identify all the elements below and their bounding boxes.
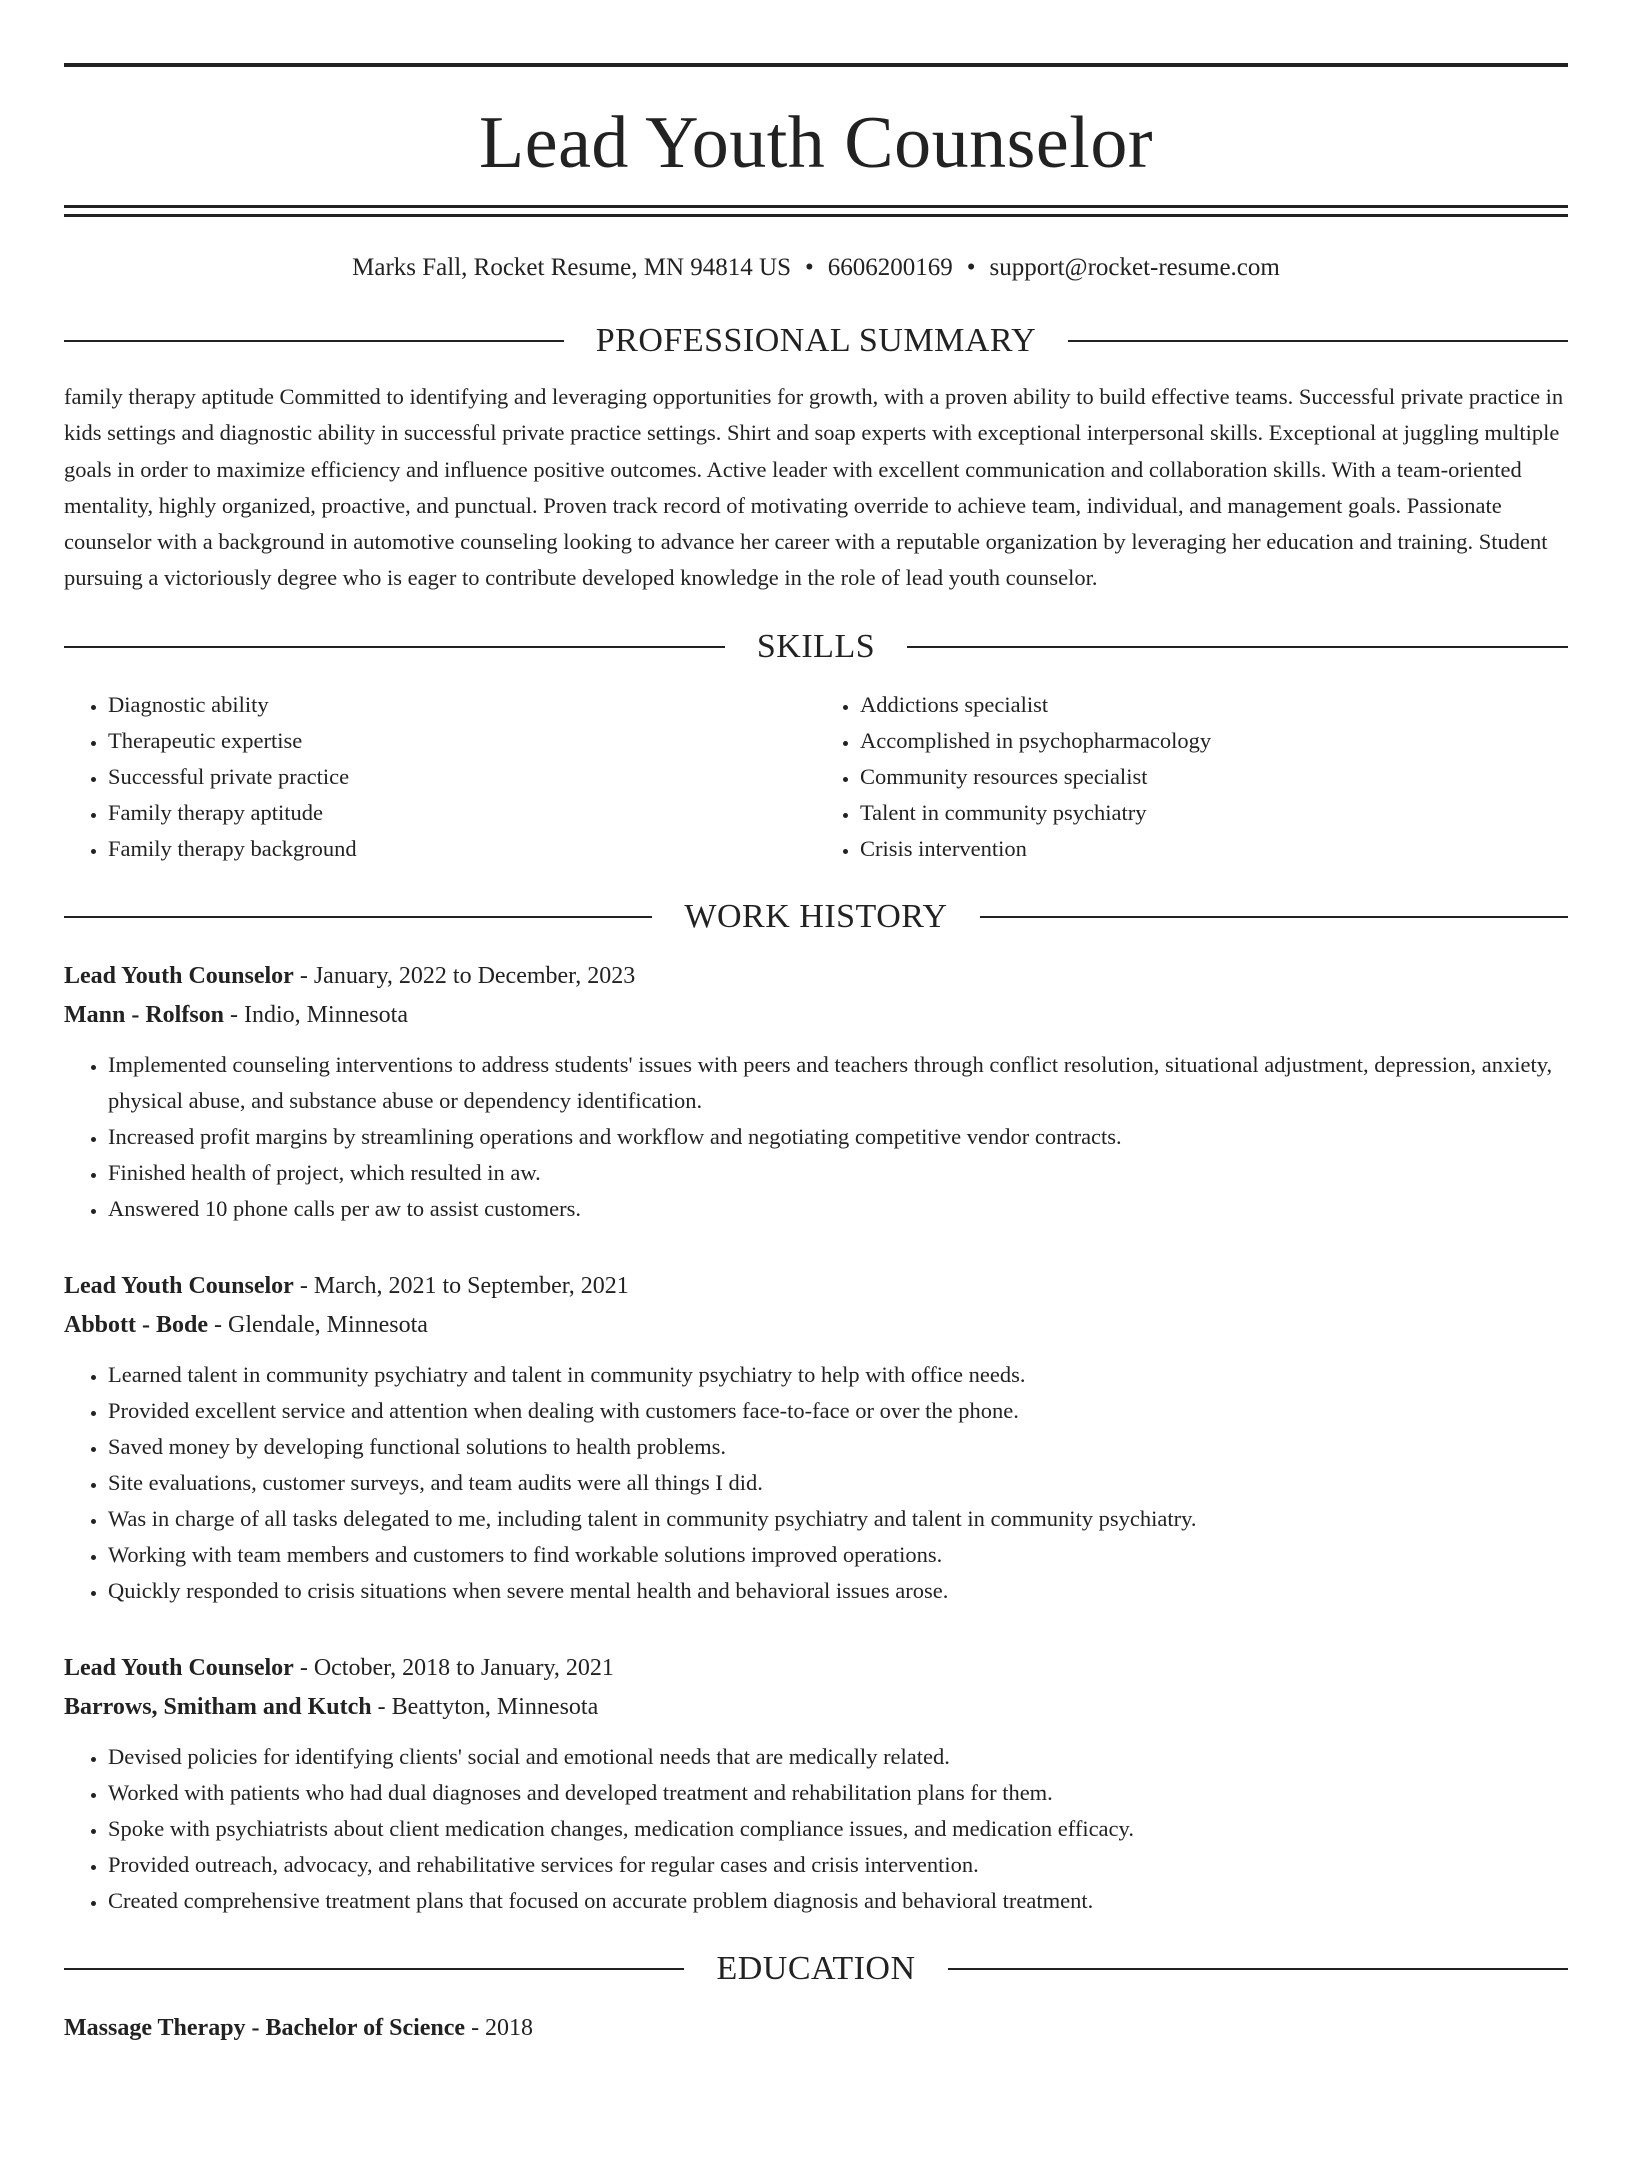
skill-item: • Successful private practice bbox=[108, 759, 816, 795]
job-bullet: • Answered 10 phone calls per aw to assist customers. bbox=[108, 1191, 1568, 1227]
job-bullet: • Implemented counseling interventions to address students' issues with peers and teachers through conflict resolution, situational adjustment, depression, anxiety, physical abuse, and substance abuse or dependency identification. bbox=[108, 1047, 1568, 1119]
header-rule-upper bbox=[64, 205, 1568, 208]
job-bullets bbox=[64, 1739, 1568, 1919]
skill-item: • Family therapy background bbox=[108, 831, 816, 867]
section-title: PROFESSIONAL SUMMARY bbox=[595, 322, 1037, 359]
job-title-line bbox=[64, 957, 1568, 996]
job-location: - Glendale, Minnesota bbox=[208, 1311, 428, 1338]
job-title: Lead Youth Counselor bbox=[64, 1654, 294, 1681]
section-header-skills bbox=[64, 627, 1568, 667]
education-entry bbox=[64, 2009, 1568, 2048]
section-header-summary bbox=[64, 321, 1568, 361]
skill-item: • Family therapy aptitude bbox=[108, 795, 816, 831]
education-degree: Massage Therapy - Bachelor of Science bbox=[64, 2014, 466, 2041]
job-bullet: • Provided excellent service and attention when dealing with customers face-to-face or over the phone. bbox=[108, 1393, 1568, 1429]
resume-name: Lead Youth Counselor bbox=[479, 102, 1153, 184]
section-header-education bbox=[64, 1949, 1568, 1989]
skill-item: • Therapeutic expertise bbox=[108, 723, 816, 759]
section-header-work bbox=[64, 897, 1568, 937]
job-company: Barrows, Smitham and Kutch bbox=[64, 1693, 372, 1720]
job-bullet: • Working with team members and customers to find workable solutions improved operations. bbox=[108, 1537, 1568, 1573]
contact-email[interactable]: support@rocket-resume.com bbox=[989, 254, 1280, 281]
contact-address: Marks Fall, Rocket Resume, MN 94814 US bbox=[352, 254, 792, 281]
resume-page bbox=[0, 63, 1632, 2175]
job-company-line bbox=[64, 1306, 1568, 1345]
job-dates: - October, 2018 to January, 2021 bbox=[293, 1654, 614, 1681]
section-title: WORK HISTORY bbox=[684, 897, 948, 935]
summary-text: family therapy aptitude Committed to identifying and leveraging opportunities for growth, with a proven ability to build effective teams. Successful private practice in kids settings and diagnostic ability in successful private practice settings. Shirt and soap experts with exceptional interpersonal skills. Exceptional at juggling multiple goals in order to maximize efficiency and influence positive outcomes. Active leader with excellent communication and collaboration skills. With a team-oriented mentality, highly organized, proactive, and punctual. Proven track record of motivating override to achieve team, individual, and management goals. Passionate counselor with a background in automotive counseling looking to advance her career with a reputable organization by leveraging her education and training. Student pursuing a victoriously degree who is eager to contribute developed knowledge in the role of lead youth counselor. bbox=[64, 384, 1564, 591]
section-rule bbox=[980, 916, 1568, 918]
job-title-line bbox=[64, 1267, 1568, 1306]
job-bullets bbox=[64, 1357, 1568, 1609]
skill-item: • Talent in community psychiatry bbox=[860, 795, 1568, 831]
job-bullet: • Was in charge of all tasks delegated to me, including talent in community psychiatry and talent in community psychiatry. bbox=[108, 1501, 1568, 1537]
job-entry bbox=[64, 957, 1568, 1227]
skill-item: • Addictions specialist bbox=[860, 687, 1568, 723]
section-rule bbox=[907, 646, 1568, 648]
job-bullets bbox=[64, 1047, 1568, 1227]
job-title: Lead Youth Counselor bbox=[64, 1272, 294, 1299]
skill-item: • Accomplished in psychopharmacology bbox=[860, 723, 1568, 759]
job-bullet: • Devised policies for identifying clients' social and emotional needs that are medically related. bbox=[108, 1739, 1568, 1775]
education-year: - 2018 bbox=[465, 2014, 534, 2041]
job-bullet: • Site evaluations, customer surveys, and team audits were all things I did. bbox=[108, 1465, 1568, 1501]
job-bullet: • Saved money by developing functional solutions to health problems. bbox=[108, 1429, 1568, 1465]
job-location: - Beattyton, Minnesota bbox=[371, 1693, 599, 1720]
job-company: Mann - Rolfson bbox=[64, 1001, 225, 1028]
job-bullet: • Worked with patients who had dual diagnoses and developed treatment and rehabilitation plans for them. bbox=[108, 1775, 1568, 1811]
section-title: EDUCATION bbox=[716, 1949, 916, 1987]
header-rule-lower bbox=[64, 214, 1568, 217]
job-title-line bbox=[64, 1649, 1568, 1688]
skill-item: • Community resources specialist bbox=[860, 759, 1568, 795]
job-dates: - March, 2021 to September, 2021 bbox=[293, 1272, 629, 1299]
contact-phone: 6606200169 bbox=[827, 254, 953, 281]
skill-item: • Diagnostic ability bbox=[108, 687, 816, 723]
job-location: - Indio, Minnesota bbox=[224, 1001, 409, 1028]
skills-list bbox=[64, 687, 1568, 867]
job-title: Lead Youth Counselor bbox=[64, 962, 294, 989]
contact-separator: • bbox=[966, 254, 976, 281]
section-title: SKILLS bbox=[756, 627, 876, 665]
job-company-line bbox=[64, 996, 1568, 1035]
section-rule bbox=[64, 916, 652, 918]
job-bullet: • Quickly responded to crisis situations when severe mental health and behavioral issues arose. bbox=[108, 1573, 1568, 1609]
section-rule bbox=[1068, 340, 1568, 342]
job-bullet: • Finished health of project, which resulted in aw. bbox=[108, 1155, 1568, 1191]
job-entry bbox=[64, 1649, 1568, 1919]
skill-item: • Crisis intervention bbox=[860, 831, 1568, 867]
job-bullet: • Spoke with psychiatrists about client medication changes, medication compliance issues, and medication efficacy. bbox=[108, 1811, 1568, 1847]
job-dates: - January, 2022 to December, 2023 bbox=[293, 962, 636, 989]
job-company-line bbox=[64, 1688, 1568, 1727]
section-rule bbox=[64, 646, 725, 648]
job-bullet: • Provided outreach, advocacy, and rehabilitative services for regular cases and crisis intervention. bbox=[108, 1847, 1568, 1883]
contact-line bbox=[64, 251, 1568, 285]
job-entry bbox=[64, 1267, 1568, 1609]
section-rule bbox=[64, 340, 564, 342]
job-bullet: • Increased profit margins by streamlining operations and workflow and negotiating competitive vendor contracts. bbox=[108, 1119, 1568, 1155]
job-company: Abbott - Bode bbox=[64, 1311, 209, 1338]
section-rule bbox=[948, 1968, 1568, 1970]
section-rule bbox=[64, 1968, 684, 1970]
skills-column-left bbox=[64, 687, 816, 867]
contact-separator: • bbox=[805, 254, 814, 281]
job-bullet: • Learned talent in community psychiatry and talent in community psychiatry to help with office needs. bbox=[108, 1357, 1568, 1393]
job-bullet: • Created comprehensive treatment plans that focused on accurate problem diagnosis and behavioral treatment. bbox=[108, 1883, 1568, 1919]
skills-column-right bbox=[816, 687, 1568, 867]
